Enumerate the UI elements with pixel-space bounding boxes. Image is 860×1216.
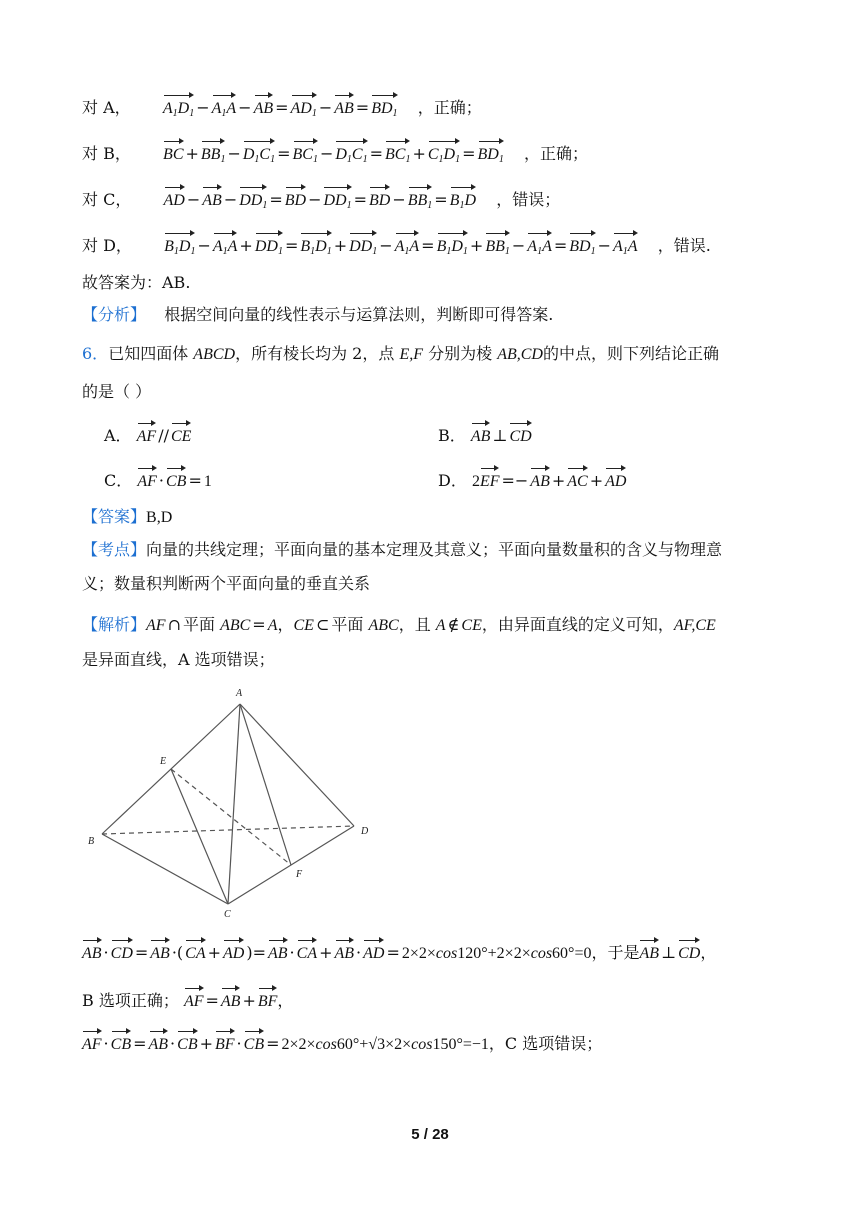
kaodian-line-1 <box>82 539 722 561</box>
segment-af <box>240 704 291 865</box>
jiexi-part-4: ，且 <box>398 615 431 634</box>
question-6-line-2 <box>82 381 151 403</box>
line-b-prefix: 对 B， <box>82 144 131 163</box>
line-a-suffix: ，正确； <box>417 98 482 117</box>
analysis-text: 根据空间向量的线性表示与运算法则，判断即可得答案. <box>164 305 554 324</box>
jiexi-c-tail: ，C 选项错误； <box>488 1034 603 1053</box>
jiexi-part-5: ，由异面直线的定义可知， <box>481 615 674 634</box>
jiexi-line-1: 【解析】AF ∩ 平面 ABC = A，CE ⊂ 平面 ABC，且 A ∉ CE，由异面直线的定义可知，AF,CE <box>82 615 716 634</box>
edge-ac <box>228 704 240 904</box>
jiexi-tag: 【解析】 <box>82 615 147 634</box>
vertex-label-a: A <box>236 688 243 699</box>
q6-stem-d: 的中点，则下列结论正确 <box>542 344 719 363</box>
line-b-suffix: ，正确； <box>524 144 589 163</box>
q6-stem-2: 的是（ ） <box>82 382 152 401</box>
q6-stem-c: 分别为棱 <box>428 344 493 363</box>
kaodian-line-2 <box>82 573 370 595</box>
option-b-label: B． <box>438 426 466 445</box>
option-d: D． 2EF =− AB + AC + AD <box>438 466 626 493</box>
option-b: B． AB ⊥ CD <box>438 421 532 448</box>
q6-stem-b: ，所有棱长均为 2，点 <box>235 344 395 363</box>
line-d-suffix: ，错误. <box>657 236 711 255</box>
jiexi-part-2: ， <box>277 615 294 634</box>
option-a: A． AF // CE <box>104 421 191 448</box>
q6-stem-a: 已知四面体 <box>108 344 189 363</box>
option-c-label: C． <box>104 471 133 490</box>
edge-bc <box>102 834 228 904</box>
question-6-line-1 <box>82 343 719 366</box>
option-c: C． AF · CB = 1 <box>104 466 212 493</box>
jiexi-part-3: 平面 <box>331 615 364 634</box>
jiexi-c-line: AF · CB = AB · CB + BF · CB = 2×2×cos60°+√3×2×cos150°=−1，C 选项错误； <box>82 1029 602 1056</box>
point-label-e: E <box>160 756 167 767</box>
kaodian-tag: 【考点】 <box>82 540 147 559</box>
solution-line-b: 对 B， BC + $BB_1 - D_1C_1 = BC_1 - D_1C_1 = BC_1 + C_1D_1 = BD_1$ ，正确； <box>82 139 588 171</box>
vertex-label-b: B <box>88 836 95 847</box>
edge-ad <box>240 704 354 826</box>
jiexi-part-1: 平面 <box>182 615 215 634</box>
line-c-suffix: ，错误； <box>496 190 561 209</box>
answer-summary <box>82 272 190 294</box>
point-label-f: F <box>296 869 303 880</box>
vertex-label-c: C <box>224 909 231 920</box>
analysis-tag: 【分析】 <box>82 305 147 324</box>
solution-line-a: 对 A， $A_1D_1 - A_1A$ − AB = $AD_1$ − AB = $BD_1$ ，正确； <box>82 93 482 125</box>
segment-ce <box>171 769 228 904</box>
option-d-label: D． <box>438 471 467 490</box>
answer-text: B,D <box>146 509 173 526</box>
q6-ab-cd: AB,CD <box>497 346 543 363</box>
jiexi-b-correct-line: B 选项正确； AF = AB + BF， <box>82 986 293 1013</box>
line-d-prefix: 对 D， <box>82 236 132 255</box>
jiexi-b-line: AB · CD = AB ·( CA + AD )= AB · CA + AB · AD = 2×2×cos120°+2×2×cos60°=0，于是AB ⊥ CD， <box>82 938 716 965</box>
answer-line <box>82 506 172 529</box>
solution-line-d: 对 D， $B_1D_1 - A_1A + DD_1 = B_1D_1 + DD_1 - A_1A = B_1D_1 + BB_1 - A_1A = BD_1 - A_1A$ ，错误. <box>82 231 711 263</box>
option-a-label: A． <box>104 426 132 445</box>
jiexi-line-2-text: 是异面直线，A 选项错误； <box>82 650 275 669</box>
q6-abcd: ABCD <box>193 346 236 363</box>
kaodian-text-2: 义；数量积判断两个平面向量的垂直关系 <box>82 574 371 593</box>
vertex-label-d: D <box>361 826 369 837</box>
q6-ef: E,F <box>399 346 423 363</box>
jiexi-line-2 <box>82 649 275 671</box>
question-number: 6． <box>82 344 109 363</box>
line-a-prefix: 对 A， <box>82 98 131 117</box>
answer-tag: 【答案】 <box>82 507 147 526</box>
edge-bd-dashed <box>102 826 354 834</box>
jiexi-b-tail: ，于是 <box>591 943 640 962</box>
solution-line-c: 对 C， AD − AB − $DD_1$ = BD − $DD_1$ = BD − $BB_1 = B_1D$ ，错误； <box>82 185 560 217</box>
answer-summary-text: 故答案为：AB. <box>82 273 191 292</box>
page-number: 5 / 28 <box>411 1126 449 1143</box>
jiexi-b-correct: B 选项正确； <box>82 991 179 1010</box>
analysis-line <box>82 304 553 326</box>
tetrahedron-figure <box>82 682 382 922</box>
line-c-prefix: 对 C， <box>82 190 132 209</box>
kaodian-text-1: 向量的共线定理；平面向量的基本定理及其意义；平面向量数量积的含义与物理意 <box>146 540 723 559</box>
